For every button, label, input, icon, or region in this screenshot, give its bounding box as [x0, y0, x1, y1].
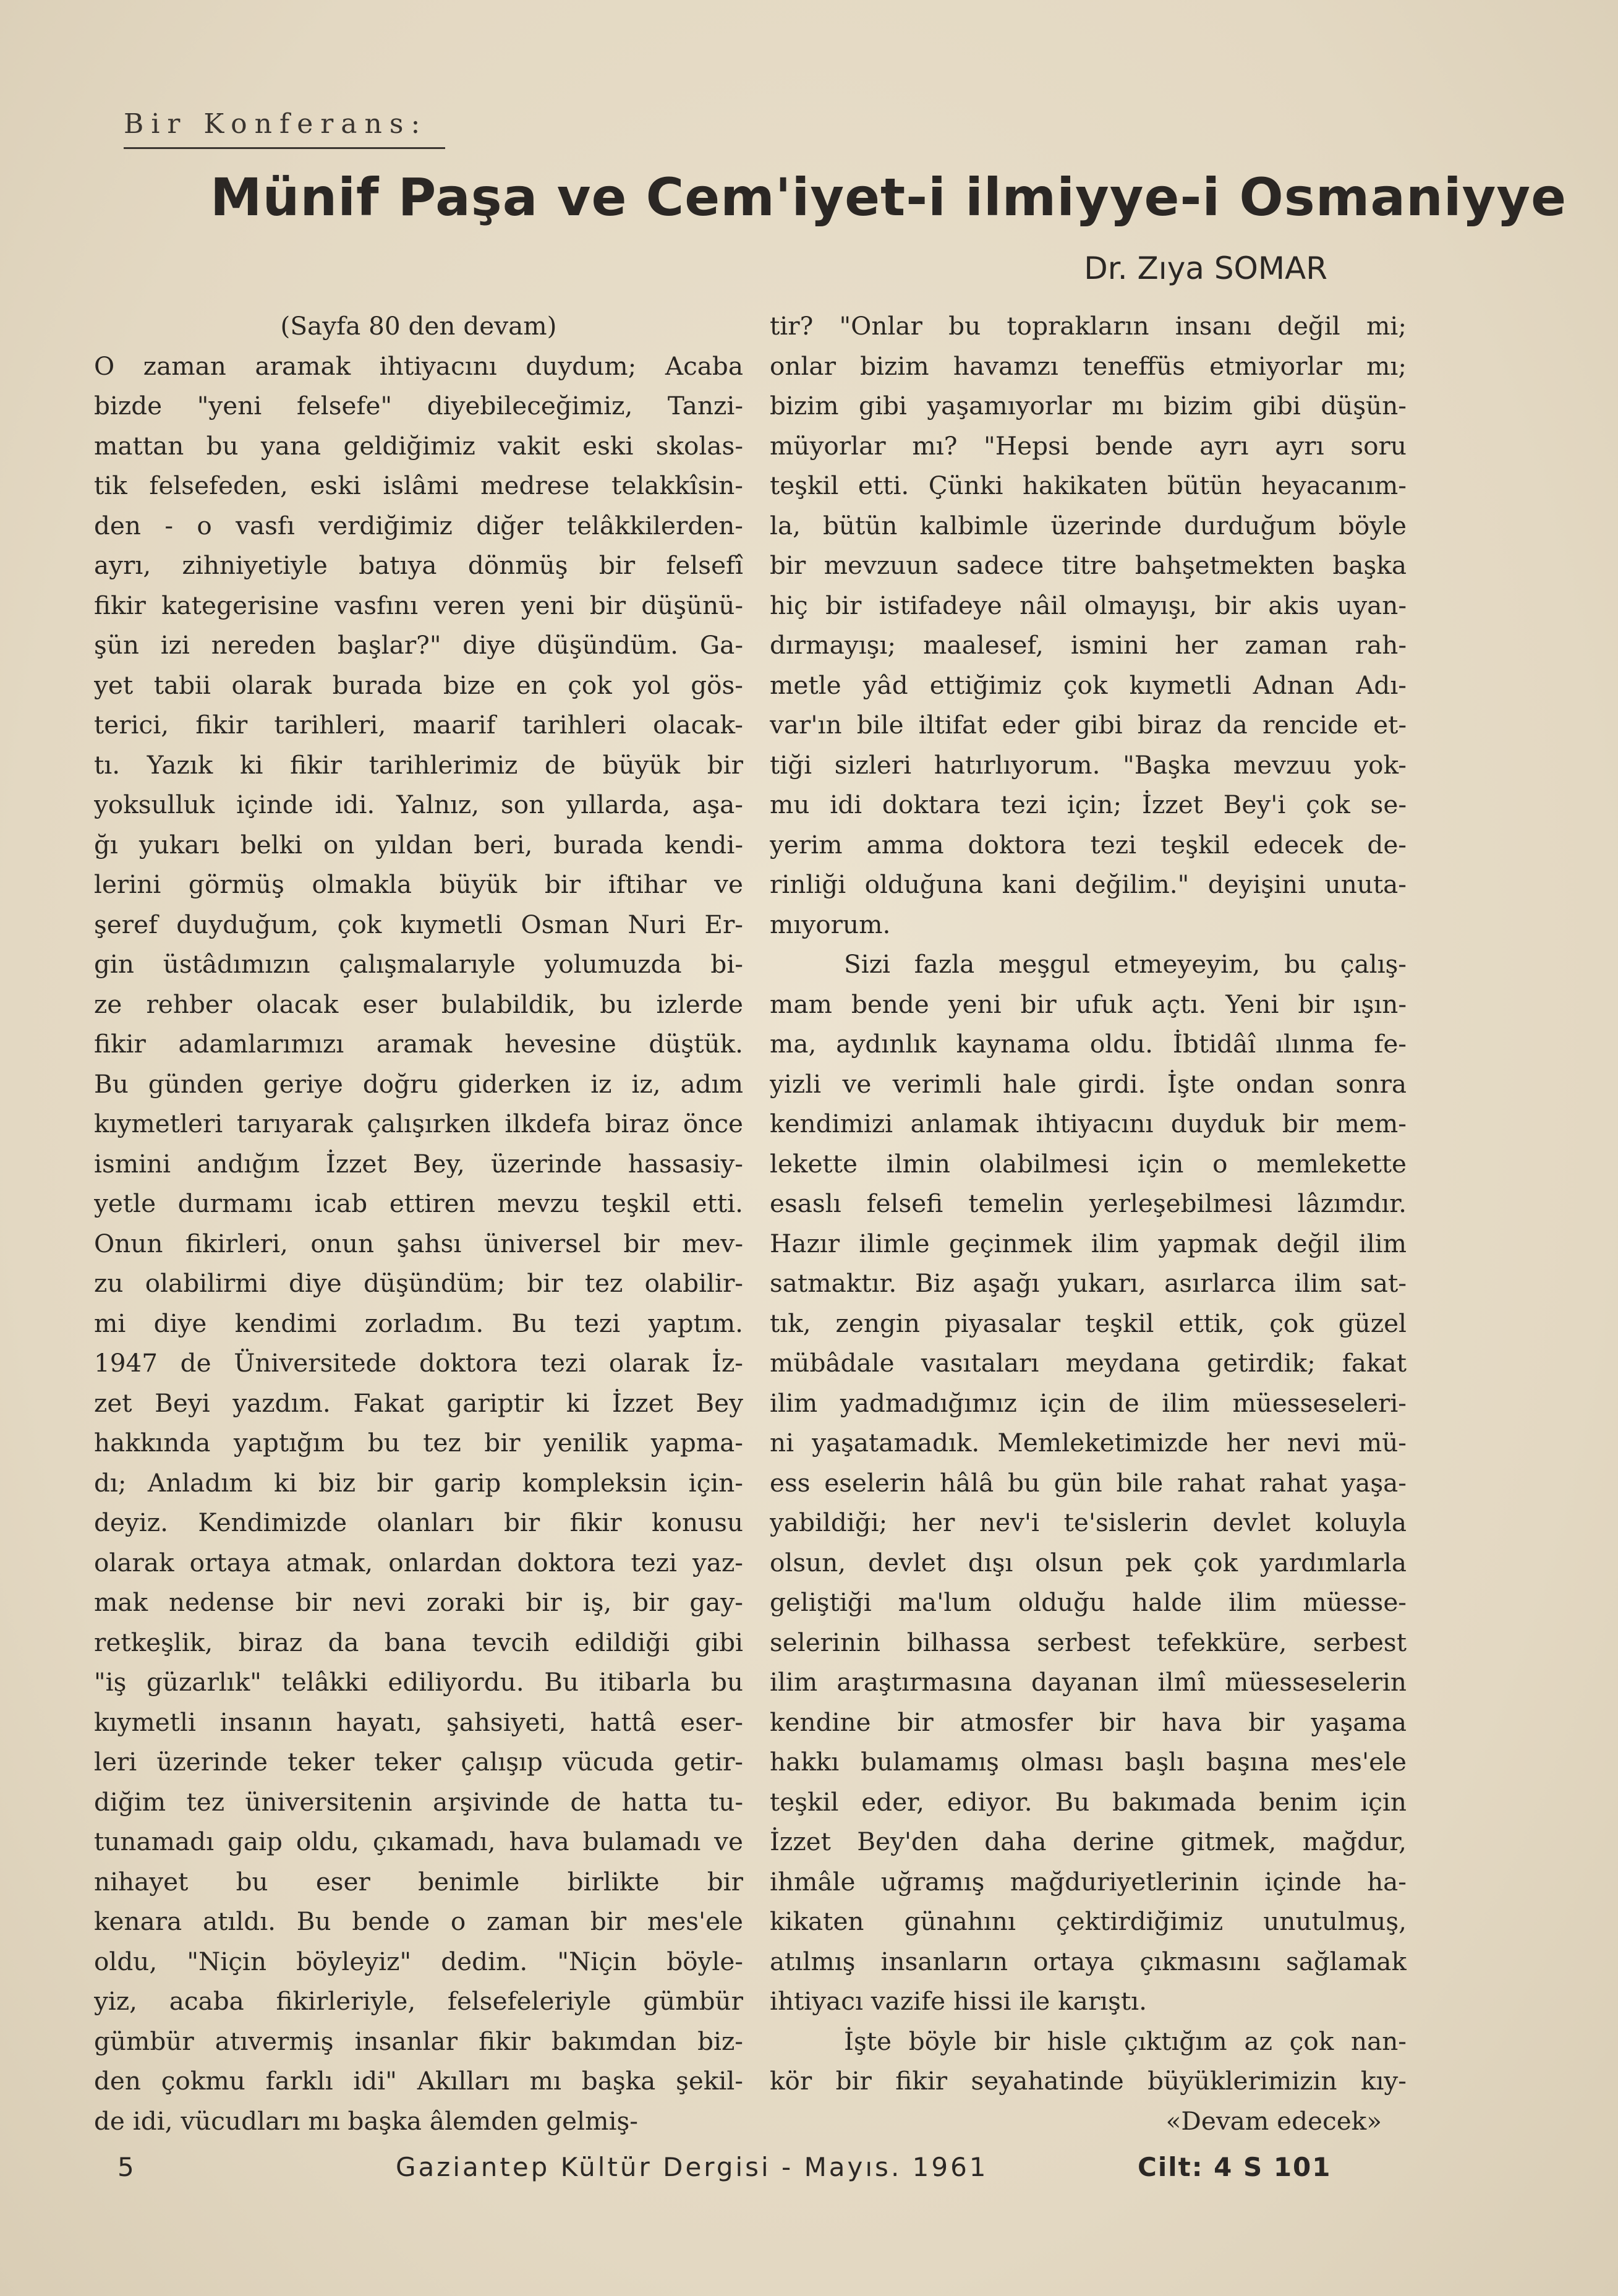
text-line: «Devam edecek» [1165, 2106, 1382, 2136]
article-title: Münif Paşa ve Cem'iyet-i ilmiyye-i Osmaniyye [210, 167, 1567, 228]
text-line: mi diye kendimi zorladım. Bu tezi yaptım. [94, 1308, 743, 1338]
text-line: mattan bu yana geldiğimiz vakit eski skolas- [94, 430, 743, 461]
text-line: atılmış insanların ortaya çıkmasını sağlamak [770, 1946, 1407, 1976]
text-line: mam bende yeni bir ufuk açtı. Yeni bir ışın- [770, 989, 1407, 1019]
text-line: kıymetleri tarıyarak çalışırken ilkdefa biraz önce [94, 1109, 743, 1138]
text-line: bizim gibi yaşamıyorlar mı bizim gibi düşün- [770, 391, 1407, 420]
text-line: hiç bir istifadeye nâil olmayışı, bir akis uyan- [770, 590, 1407, 620]
text-line: hakkında yaptığım bu tez bir yenilik yapma- [94, 1428, 743, 1457]
text-line: ismini andığım İzzet Bey, üzerinde hassasiy- [94, 1148, 743, 1179]
text-line: satmaktır. Biz aşağı yukarı, asırlarca ilim sat- [770, 1268, 1407, 1298]
text-line: yiz, acaba fikirleriyle, felsefeleriyle gümbür [94, 1986, 743, 2016]
text-line: gümbür atıvermiş insanlar fikir bakımdan biz- [94, 2026, 743, 2056]
text-line: hakkı bulamamış olması başlı başına mes'ele [770, 1747, 1407, 1777]
text-line: bizde "yeni felsefe" diyebileceğimiz, Tanzi- [94, 391, 743, 420]
text-line: geliştiği ma'lum olduğu halde ilim müesse- [770, 1587, 1407, 1617]
text-line: tunamadı gaip oldu, çıkamadı, hava bulamadı ve [94, 1827, 743, 1856]
text-line: zet Beyi yazdım. Fakat gariptir ki İzzet Bey [94, 1388, 743, 1418]
text-line: yoksulluk içinde idi. Yalnız, son yıllarda, aşa- [94, 790, 743, 819]
text-line: esaslı felsefi temelin yerleşebilmesi lâzımdır. [770, 1189, 1407, 1218]
text-line: rinliği olduğuna kani değilim." deyişini unuta- [770, 869, 1407, 899]
text-line: tık, zengin piyasalar teşkil ettik, çok güzel [770, 1308, 1407, 1338]
text-line: nihayet bu eser benimle birlikte bir [94, 1866, 743, 1897]
text-line: Onun fikirleri, onun şahsı üniversel bir mev- [94, 1228, 743, 1258]
text-line: ihmâle uğramış mağduriyetlerinin içinde ha- [770, 1866, 1407, 1897]
text-line: İşte böyle bir hisle çıktığım az çok nan- [844, 2026, 1407, 2056]
text-line: mak nedense bir nevi zoraki bir iş, bir gay- [94, 1587, 743, 1617]
text-line: den - o vasfı verdiğimiz diğer telâkkilerden- [94, 510, 743, 540]
text-line: kikaten günahını çektirdiğimiz unutulmuş, [770, 1906, 1407, 1936]
text-line: kıymetli insanın hayatı, şahsiyeti, hattâ eser- [94, 1707, 743, 1737]
text-line: Bu günden geriye doğru giderken iz iz, adım [94, 1069, 743, 1099]
text-line: ilim yadmadığımız için de ilim müesseseleri- [770, 1388, 1407, 1418]
left-text-column [94, 306, 743, 2141]
text-line: gin üstâdımızın çalışmalarıyle yolumuzda bi- [94, 949, 743, 979]
text-line: "iş güzarlık" telâkki ediliyordu. Bu itibarla bu [94, 1667, 743, 1697]
text-line: lekette ilmin olabilmesi için o memlekette [770, 1148, 1407, 1179]
text-line: olarak ortaya atmak, onlardan doktora tezi yaz- [94, 1547, 743, 1577]
text-line: şeref duyduğum, çok kıymetli Osman Nuri Er- [94, 909, 743, 939]
text-line: ğı yukarı belki on yıldan beri, burada kendi- [94, 829, 743, 860]
text-line: den çokmu farklı idi" Akılları mı başka şekil- [94, 2066, 743, 2096]
text-line: yetle durmamı icab ettiren mevzu teşkil etti. [94, 1189, 743, 1218]
text-line: ihtiyacı vazife hissi ile karıştı. [770, 1986, 1148, 2016]
text-line: tik felsefeden, eski islâmi medrese telakkîsin- [94, 471, 743, 500]
text-line: fikir kategerisine vasfını veren yeni bir düşünü- [94, 590, 743, 620]
kicker-underline [124, 147, 445, 149]
text-line: retkeşlik, biraz da bana tevcih edildiği gibi [94, 1627, 743, 1657]
text-line: yet tabii olarak burada bize en çok yol gös- [94, 670, 743, 700]
text-line: mıyorum. [770, 909, 891, 939]
volume-issue: Cilt: 4 S 101 [1138, 2152, 1332, 2182]
text-line: İzzet Bey'den daha derine gitmek, mağdur, [770, 1827, 1407, 1856]
text-line: yerim amma doktora tezi teşkil edecek de- [770, 829, 1407, 860]
text-line: dırmayışı; maalesef, ismini her zaman rah- [770, 630, 1407, 660]
text-line: ni yaşatamadık. Memleketimizde her nevi mü- [770, 1428, 1407, 1457]
text-line: ma, aydınlık kaynama oldu. İbtidâî ılınma fe- [770, 1029, 1407, 1059]
text-line: fikir adamlarımızı aramak hevesine düştük. [94, 1029, 743, 1059]
text-line: la, bütün kalbimle üzerinde durduğum böyle [770, 510, 1407, 540]
text-line: Hazır ilimle geçinmek ilim yapmak değil ilim [770, 1228, 1407, 1258]
text-line: var'ın bile iltifat eder gibi biraz da rencide et- [770, 710, 1407, 740]
text-line: oldu, "Niçin böyleyiz" dedim. "Niçin böyle- [94, 1946, 743, 1976]
text-line: teşkil eder, ediyor. Bu bakımada benim için [770, 1786, 1407, 1817]
text-line: bir mevzuun sadece titre bahşetmekten başka [770, 550, 1407, 580]
text-line: ilim araştırmasına dayanan ilmî müesseselerin [770, 1667, 1407, 1697]
text-line: olsun, devlet dışı olsun pek çok yardımlarla [770, 1547, 1407, 1577]
text-line: metle yâd ettiğimiz çok kıymetli Adnan Adı- [770, 670, 1407, 700]
text-line: kenara atıldı. Bu bende o zaman bir mes'ele [94, 1906, 743, 1936]
text-line: diğim tez üniversitenin arşivinde de hatta tu- [94, 1786, 743, 1817]
text-line: deyiz. Kendimizde olanları bir fikir konusu [94, 1508, 743, 1537]
text-line: O zaman aramak ihtiyacını duydum; Acaba [94, 351, 743, 381]
text-line: lerini görmüş olmakla büyük bir iftihar ve [94, 869, 743, 899]
text-line: müyorlar mı? "Hepsi bende ayrı ayrı soru [770, 430, 1407, 461]
text-line: terici, fikir tarihleri, maarif tarihleri olacak- [94, 710, 743, 740]
text-line: tı. Yazık ki fikir tarihlerimiz de büyük bir [94, 749, 743, 780]
text-line: kendine bir atmosfer bir hava bir yaşama [770, 1707, 1407, 1737]
journal-name: Gaziantep Kültür Dergisi - Mayıs. 1961 [396, 2152, 989, 2182]
text-line: kendimizi anlamak ihtiyacını duyduk bir mem- [770, 1109, 1407, 1138]
article-author: Dr. Zıya SOMAR [1084, 250, 1327, 286]
text-line: yabildiği; her nev'i te'sislerin devlet koluyla [770, 1508, 1407, 1537]
text-line: şün izi nereden başlar?" diye düşündüm. Ga- [94, 630, 743, 660]
text-line: teşkil etti. Çünki hakikaten bütün heyacanım- [770, 471, 1407, 500]
text-line: ess eselerin hâlâ bu gün bile rahat rahat yaşa- [770, 1467, 1407, 1498]
text-line: zu olabilirmi diye düşündüm; bir tez olabilir- [94, 1268, 743, 1298]
text-line: mu idi doktara tezi için; İzzet Bey'i çok se- [770, 790, 1407, 819]
text-line: kör bir fikir seyahatinde büyüklerimizin kıy- [770, 2066, 1407, 2096]
text-line: mübâdale vasıtaları meydana getirdik; fakat [770, 1348, 1407, 1378]
text-line: ze rehber olacak eser bulabildik, bu izlerde [94, 989, 743, 1019]
text-line: dı; Anladım ki biz bir garip kompleksin için- [94, 1467, 743, 1498]
text-line: 1947 de Üniversitede doktora tezi olarak İz- [94, 1348, 743, 1378]
page-number: 5 [117, 2152, 134, 2182]
text-line: Sizi fazla meşgul etmeyeyim, bu çalış- [844, 949, 1407, 979]
right-text-column [770, 306, 1407, 2141]
text-line: tiği sizleri hatırlıyorum. "Başka mevzuu yok- [770, 749, 1407, 780]
text-line: tir? "Onlar bu toprakların insanı değil mi; [770, 311, 1407, 341]
section-kicker: Bir Konferans: [124, 108, 428, 140]
text-line: selerinin bilhassa serbest tefekküre, serbest [770, 1627, 1407, 1657]
text-line: ayrı, zihniyetiyle batıya dönmüş bir felsefî [94, 550, 743, 580]
text-line: onlar bizim havamzı teneffüs etmiyorlar mı; [770, 351, 1407, 381]
text-line: yizli ve verimli hale girdi. İşte ondan sonra [770, 1069, 1407, 1099]
text-line: de idi, vücudları mı başka âlemden gelmiş- [94, 2106, 638, 2136]
text-line: (Sayfa 80 den devam) [280, 311, 557, 341]
text-line: leri üzerinde teker teker çalışıp vücuda getir- [94, 1747, 743, 1777]
